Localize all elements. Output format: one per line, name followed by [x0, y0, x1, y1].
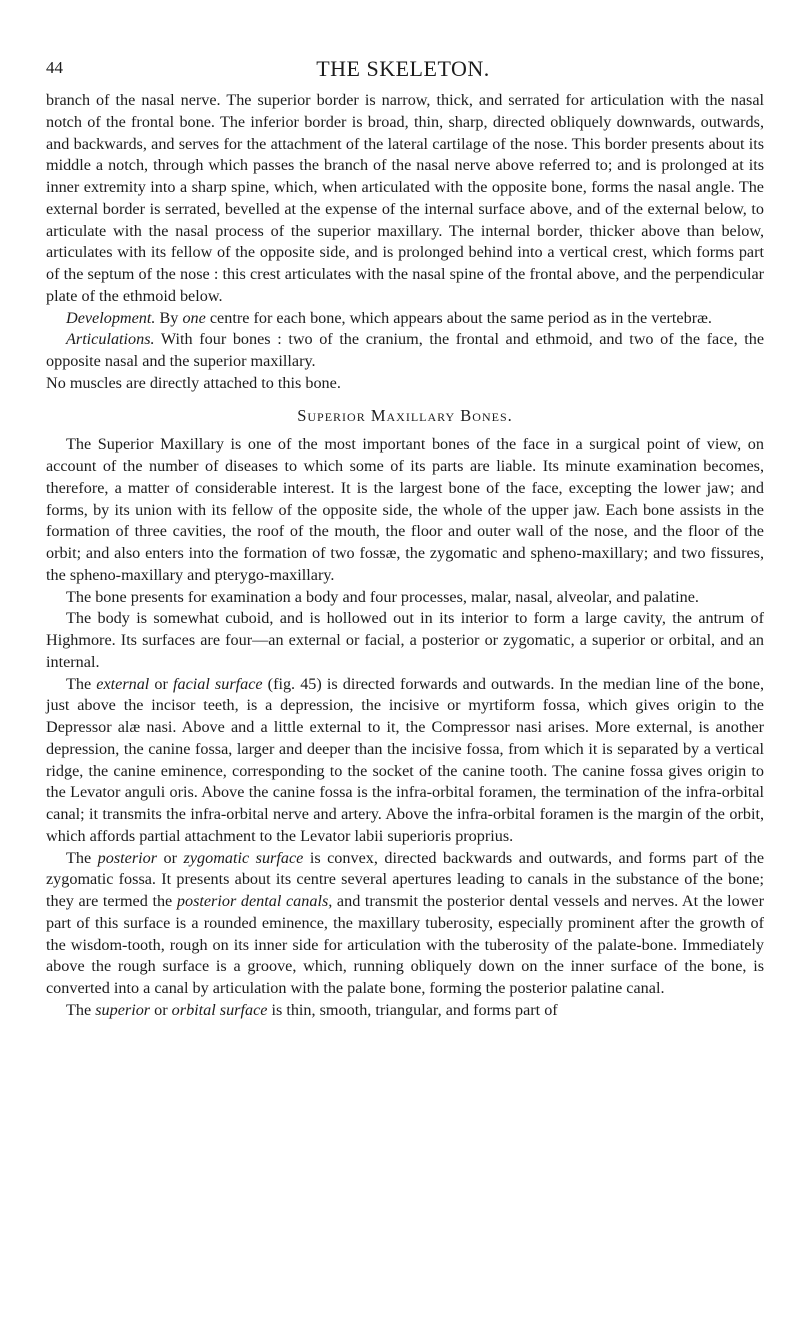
paragraph-body: The body is somewhat cuboid, and is hollowed out in its interior to form a large cavity, the antrum of Highmore. Its surfaces are four—an external or facial, a posterior or zygomatic, a superior or orbital, and an internal.	[46, 609, 764, 671]
paragraph-processes: The bone presents for examination a body and four processes, malar, nasal, alveolar, and palatine.	[66, 587, 699, 606]
body-text	[46, 90, 764, 1022]
paragraph-nasal-borders: branch of the nasal nerve. The superior border is narrow, thick, and serrated for articulation with the nasal notch of the frontal bone. The inferior border is broad, thin, sharp, directed obliquely downwards, outwards, and backwards, and serves for the attachment of the lateral cartilage of the nose. This border presents about its middle a notch, through which passes the branch of the nasal nerve above referred to; and is prolonged at its inner extremity into a sharp spine, which, when articulated with the opposite bone, forms the nasal angle. The external border is serrated, bevelled at the expense of the internal surface above, and of the external below, to articulate with the nasal process of the superior maxillary. The internal border, thicker above than below, articulates with its fellow of the opposite side, and is prolonged behind into a vertical crest, which forms part of the septum of the nose : this crest articulates with the nasal spine of the frontal above, and the perpendicular plate of the ethmoid below.	[46, 91, 765, 305]
section-heading: Superior Maxillary Bones.	[297, 405, 513, 425]
page-number: 44	[46, 58, 63, 77]
page-title: THE SKELETON.	[316, 56, 490, 81]
paragraph-development: Development. By one centre for each bone, which appears about the same period as in the vertebræ.	[66, 308, 712, 327]
paragraph-superior-surface: The superior or orbital surface is thin, smooth, triangular, and forms part of	[66, 1000, 558, 1019]
paragraph-external-surface: The external or facial surface (fig. 45) is directed forwards and outwards. In the median line of the bone, just above the incisor teeth, is a depression, the incisive or myrtiform fossa, which gives origin to the Depressor alæ nasi. Above and a little external to it, the Compressor nasi arises. More external, is another depression, the canine fossa, larger and deeper than the incisive fossa, from which it is separated by a vertical ridge, the canine eminence, corresponding to the socket of the canine tooth. The canine fossa gives origin to the Levator anguli oris. Above the canine fossa is the infra-orbital foramen, the termination of the infra-orbital canal; it transmits the infra-orbital nerve and artery. Above the infra-orbital foramen is the margin of the orbit, which affords partial attachment to the Levator labii superioris proprius.	[46, 674, 765, 845]
paragraph-superior-maxillary-intro: The Superior Maxillary is one of the most important bones of the face in a surgical point of view, on account of the number of diseases to which some of its parts are liable. Its minute examination becomes, therefore, a matter of considerable interest. It is the largest bone of the face, excepting the lower jaw; and forms, by its union with its fellow of the opposite side, the whole of the upper jaw. Each bone assists in the formation of three cavities, the roof of the mouth, the floor and outer wall of the nose, and the floor of the orbit; and also enters into the formation of two fossæ, the zygomatic and spheno-maxillary; and two fissures, the spheno-maxillary and pterygo-maxillary.	[46, 435, 764, 584]
running-head	[46, 56, 760, 86]
paragraph-articulations: Articulations. With four bones : two of the cranium, the frontal and ethmoid, and two of the face, the opposite nasal and the superior maxillary.	[46, 330, 764, 370]
paragraph-posterior-surface: The posterior or zygomatic surface is convex, directed backwards and outwards, and forms part of the zygomatic fossa. It presents about its centre several apertures leading to canals in the substance of the bone; they are termed the posterior dental canals, and transmit the posterior dental vessels and nerves. At the lower part of this surface is a rounded eminence, the maxillary tuberosity, especially prominent after the growth of the wisdom-tooth, rough on its inner side for articulation with the tuberosity of the palate-bone. Immediately above the rough surface is a groove, which, running obliquely down on the inner surface of the bone, is converted into a canal by articulation with the palate bone, forming the posterior palatine canal.	[46, 848, 765, 997]
paragraph-muscles: No muscles are directly attached to this bone.	[46, 373, 341, 392]
